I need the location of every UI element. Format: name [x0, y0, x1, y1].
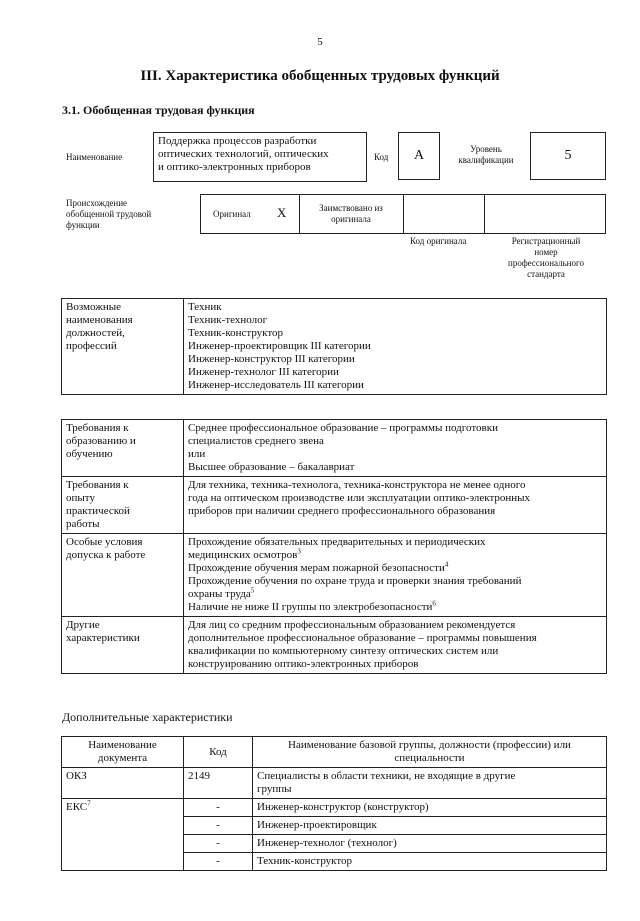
other-line: дополнительное профессиональное образование – программы повышения [188, 632, 537, 644]
position-item: Техник-конструктор [188, 327, 284, 339]
eks-code: - [184, 817, 253, 835]
position-item: Техник-технолог [188, 314, 268, 326]
special-line-text: медицинских осмотров [188, 549, 298, 561]
reg-number-caption [496, 236, 596, 280]
position-item: Инженер-проектировщик III категории [188, 340, 371, 352]
eks-name: Инженер-конструктор (конструктор) [253, 799, 607, 817]
code-original-caption: Код оригинала [410, 236, 467, 246]
table-row [62, 768, 607, 799]
education-line: или [188, 448, 206, 460]
education-label-line: образованию и [66, 435, 136, 447]
special-line-text: Наличие не ниже II группы по электробезопасности [188, 601, 433, 613]
origin-divider [403, 195, 404, 233]
other-line: конструированию оптико-электронных приборов [188, 658, 419, 670]
col-header-line: Наименование базовой группы, должности (профессии) или [288, 739, 571, 751]
special-line [188, 562, 602, 575]
eks-code: - [184, 799, 253, 817]
reg-caption-line: стандарта [527, 269, 565, 279]
name-value-box [153, 132, 367, 182]
origin-label [66, 198, 151, 231]
footnote-ref: 6 [432, 599, 436, 608]
experience-label-line: практической [66, 505, 130, 517]
original-mark: X [277, 205, 287, 220]
origin-label-line: обобщенной трудовой [66, 209, 152, 219]
experience-line: приборов при наличии среднего профессионального образования [188, 505, 496, 517]
other-line: Для лиц со средним профессиональным образованием рекомендуется [188, 619, 516, 631]
special-line [188, 536, 602, 549]
borrowed-label-line: Заимствовано из [319, 203, 383, 213]
eks-name: Инженер-проектировщик [253, 817, 607, 835]
footnote-ref: 4 [444, 560, 449, 569]
education-line: Высшее образование – бакалавриат [188, 461, 355, 473]
position-item: Техник [188, 301, 222, 313]
special-label-line: допуска к работе [66, 549, 146, 561]
positions-label-line: профессий [66, 340, 117, 352]
other-line: квалификации по компьютерному синтезу оптических систем или [188, 645, 499, 657]
reg-caption-line: профессионального [508, 258, 584, 268]
experience-line: года на оптическом производстве или эксплуатации оптико-электронных [188, 492, 531, 504]
other-label-line: характеристики [66, 632, 140, 644]
positions-label-line: должностей, [66, 327, 125, 339]
special-label-cell [62, 534, 184, 617]
okz-doc: ОКЗ [62, 768, 184, 799]
col-header-name [253, 737, 607, 768]
special-line-text: Прохождение обучения по охране труда и проверки знания требований [188, 575, 522, 587]
other-label-cell [62, 617, 184, 674]
experience-label-line: опыту [66, 492, 95, 504]
footnote-ref: 3 [297, 547, 301, 556]
other-label-line: Другие [66, 619, 100, 631]
col-header-line: Наименование [88, 739, 157, 751]
eks-code: - [184, 853, 253, 871]
code-label: Код [374, 152, 389, 162]
education-line: специалистов среднего звена [188, 435, 324, 447]
position-item: Инженер-исследователь III категории [188, 379, 364, 391]
origin-box [200, 194, 606, 234]
positions-list-cell [184, 299, 607, 395]
position-item: Инженер-конструктор III категории [188, 353, 355, 365]
additional-table [61, 736, 607, 871]
level-label-line: Уровень [470, 144, 502, 154]
level-label [446, 144, 526, 166]
eks-doc-text: ЕКС [66, 801, 88, 813]
experience-line: Для техника, техника-технолога, техника-конструктора не менее одного [188, 479, 526, 491]
code-value: А [398, 132, 440, 180]
origin-divider [484, 195, 485, 233]
positions-label-line: наименования [66, 314, 133, 326]
positions-label-cell [62, 299, 184, 395]
original-label: Оригинал [213, 209, 251, 219]
page-number: 5 [317, 36, 323, 48]
origin-label-line: Происхождение [66, 198, 128, 208]
experience-cell [184, 477, 607, 534]
borrowed-label [305, 203, 397, 225]
experience-label-line: Требования к [66, 479, 129, 491]
experience-label-cell [62, 477, 184, 534]
eks-name: Техник-конструктор [253, 853, 607, 871]
subsection-title: 3.1. Обобщенная трудовая функция [62, 103, 255, 117]
special-line [188, 601, 602, 614]
level-value: 5 [530, 132, 606, 180]
eks-doc [62, 799, 184, 871]
name-value-line: и оптико-электронных приборов [158, 161, 311, 173]
special-line [188, 588, 602, 601]
education-label-line: Требования к [66, 422, 129, 434]
okz-code: 2149 [184, 768, 253, 799]
table-row [62, 799, 607, 817]
footnote-ref: 5 [250, 586, 255, 595]
origin-divider [299, 195, 300, 233]
special-line-text: Прохождение обучения мерам пожарной безопасности [188, 562, 445, 574]
okz-name-line: группы [257, 783, 292, 795]
col-header-doc [62, 737, 184, 768]
reg-caption-line: номер [534, 247, 558, 257]
requirements-table [61, 419, 607, 674]
additional-title: Дополнительные характеристики [62, 710, 233, 724]
okz-name-line: Специалисты в области техники, не входящие в другие [257, 770, 516, 782]
special-label-line: Особые условия [66, 536, 143, 548]
name-value-line: Поддержка процессов разработки [158, 135, 317, 147]
special-line [188, 549, 602, 562]
origin-label-line: функции [66, 220, 100, 230]
reg-caption-line: Регистрационный [511, 236, 581, 246]
footnote-ref: 7 [87, 799, 91, 808]
education-cell [184, 420, 607, 477]
special-line-text: охраны труда [188, 588, 251, 600]
education-label-line: обучению [66, 448, 113, 460]
col-header-code: Код [184, 737, 253, 768]
other-cell [184, 617, 607, 674]
eks-code: - [184, 835, 253, 853]
position-item: Инженер-технолог III категории [188, 366, 339, 378]
col-header-line: документа [97, 752, 148, 764]
education-label-cell [62, 420, 184, 477]
education-line: Среднее профессиональное образование – программы подготовки [188, 422, 498, 434]
special-cell [184, 534, 607, 617]
positions-label-line: Возможные [66, 301, 121, 313]
level-label-line: квалификации [458, 155, 514, 165]
eks-name: Инженер-технолог (технолог) [253, 835, 607, 853]
section-title: III. Характеристика обобщенных трудовых функций [140, 68, 500, 84]
name-label: Наименование [66, 152, 123, 162]
okz-name [253, 768, 607, 799]
positions-table [61, 298, 607, 395]
col-header-line: специальности [394, 752, 465, 764]
special-line-text: Прохождение обязательных предварительных и периодических [188, 536, 486, 548]
name-value-line: оптических технологий, оптических [158, 148, 329, 160]
experience-label-line: работы [66, 518, 100, 530]
borrowed-label-line: оригинала [331, 214, 371, 224]
